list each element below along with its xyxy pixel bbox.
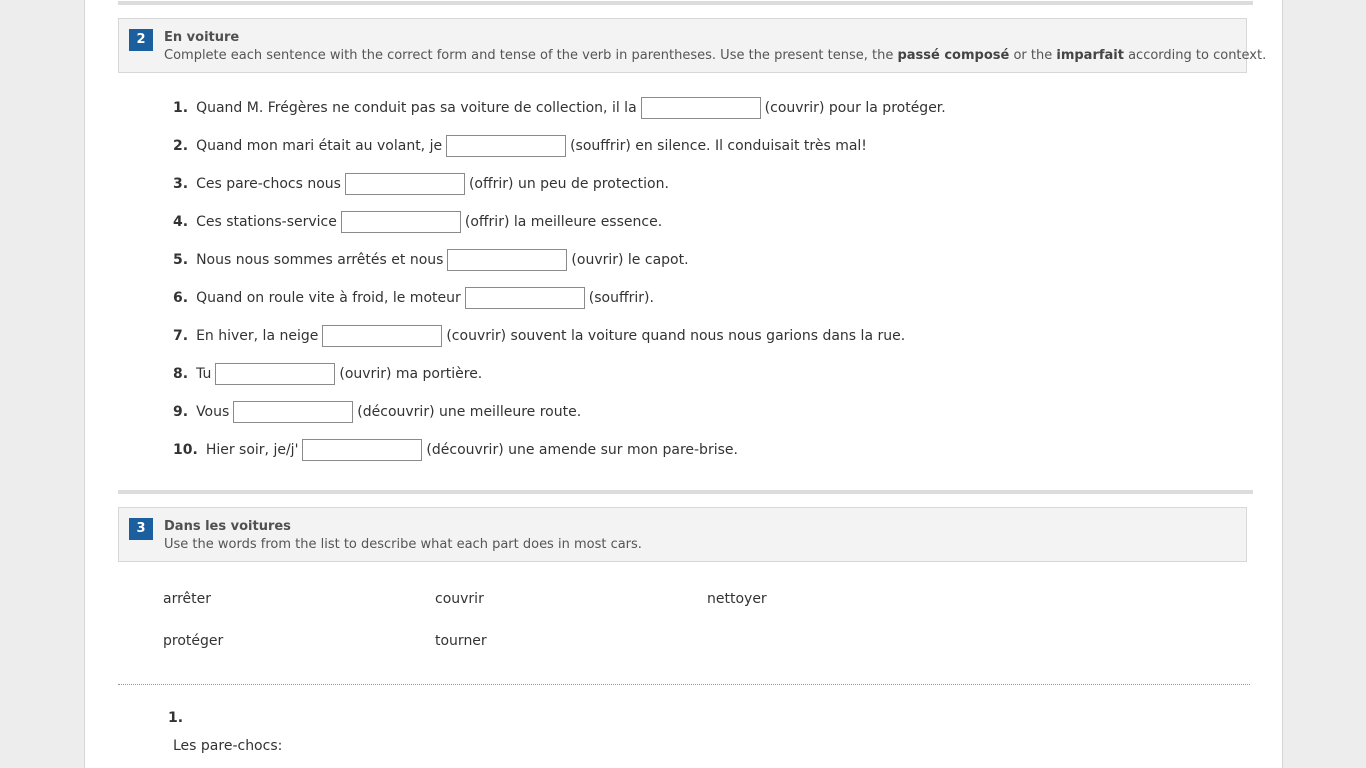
answer-input[interactable] (233, 401, 353, 423)
question-row (173, 438, 738, 462)
question-row (173, 134, 867, 158)
question-row (173, 324, 905, 348)
section-title: Dans les voitures (164, 519, 291, 534)
word-bank-item: protéger (163, 633, 224, 649)
answer-input[interactable] (465, 287, 585, 309)
question-label: Les pare-chocs: (173, 738, 283, 754)
question-text-before: En hiver, la neige (196, 328, 319, 344)
question-text-after: (ouvrir) ma portière. (339, 366, 483, 382)
section-instructions: Complete each sentence with the correct form and tense of the verb in parentheses. Use the present tense, the passé composé or the imparfait according to context. (164, 48, 1267, 63)
answer-input[interactable] (302, 439, 422, 461)
question-text-after: (souffrir). (588, 290, 654, 306)
section-2-header (118, 18, 1267, 73)
question-number: 9. (173, 404, 189, 420)
question-text-after: (découvrir) une meilleure route. (357, 404, 582, 420)
answer-input[interactable] (341, 211, 461, 233)
question-number: 10. (173, 442, 198, 458)
answer-input[interactable] (641, 97, 761, 119)
section-instructions: Use the words from the list to describe what each part does in most cars. (164, 537, 642, 552)
answer-input[interactable] (447, 249, 567, 271)
question-text-before: Quand M. Frégères ne conduit pas sa voiture de collection, il la (196, 100, 637, 116)
question-number: 6. (173, 290, 189, 306)
answer-input[interactable] (322, 325, 442, 347)
question-row (173, 400, 581, 424)
question-text-after: (découvrir) une amende sur mon pare-brise. (426, 442, 738, 458)
section-divider (118, 490, 1253, 494)
question-number: 8. (173, 366, 189, 382)
question-text-before: Hier soir, je/j' (205, 442, 299, 458)
dotted-divider (118, 684, 1250, 685)
question-number: 5. (173, 252, 189, 268)
question-row (173, 286, 654, 310)
question-text-after: (offrir) la meilleure essence. (464, 214, 663, 230)
answer-input[interactable] (446, 135, 566, 157)
question-row (173, 248, 689, 272)
question-row (173, 96, 946, 120)
question-text-before: Ces pare-chocs nous (196, 176, 341, 192)
word-bank-item: nettoyer (707, 591, 767, 607)
word-bank-item: couvrir (435, 591, 484, 607)
answer-input[interactable] (345, 173, 465, 195)
question-text-after: (couvrir) souvent la voiture quand nous nous garions dans la rue. (446, 328, 906, 344)
question-text-before: Quand on roule vite à froid, le moteur (196, 290, 461, 306)
question-text-after: (couvrir) pour la protéger. (764, 100, 946, 116)
question-number: 1. (173, 100, 189, 116)
section-3-header (118, 507, 1247, 562)
question-row (173, 172, 669, 196)
question-row (173, 362, 482, 386)
word-bank-item: tourner (435, 633, 487, 649)
word-bank-item: arrêter (163, 591, 212, 607)
question-text-after: (ouvrir) le capot. (571, 252, 689, 268)
question-number: 7. (173, 328, 189, 344)
section-number-badge: 3 (129, 518, 153, 540)
question-number: 3. (173, 176, 189, 192)
section-number-badge: 2 (129, 29, 153, 51)
exercise-page (84, 0, 1283, 768)
question-text-after: (souffrir) en silence. Il conduisait très mal! (570, 138, 867, 154)
section-title: En voiture (164, 30, 240, 45)
question-text-before: Ces stations-service (196, 214, 337, 230)
question-number: 1. (168, 710, 184, 726)
question-number: 2. (173, 138, 189, 154)
question-text-before: Tu (196, 366, 212, 382)
question-text-before: Quand mon mari était au volant, je (196, 138, 443, 154)
question-number: 4. (173, 214, 189, 230)
question-row (173, 210, 662, 234)
question-text-before: Nous nous sommes arrêtés et nous (196, 252, 444, 268)
question-text-after: (offrir) un peu de protection. (468, 176, 669, 192)
answer-input[interactable] (215, 363, 335, 385)
section-divider (118, 1, 1253, 5)
question-text-before: Vous (196, 404, 230, 420)
